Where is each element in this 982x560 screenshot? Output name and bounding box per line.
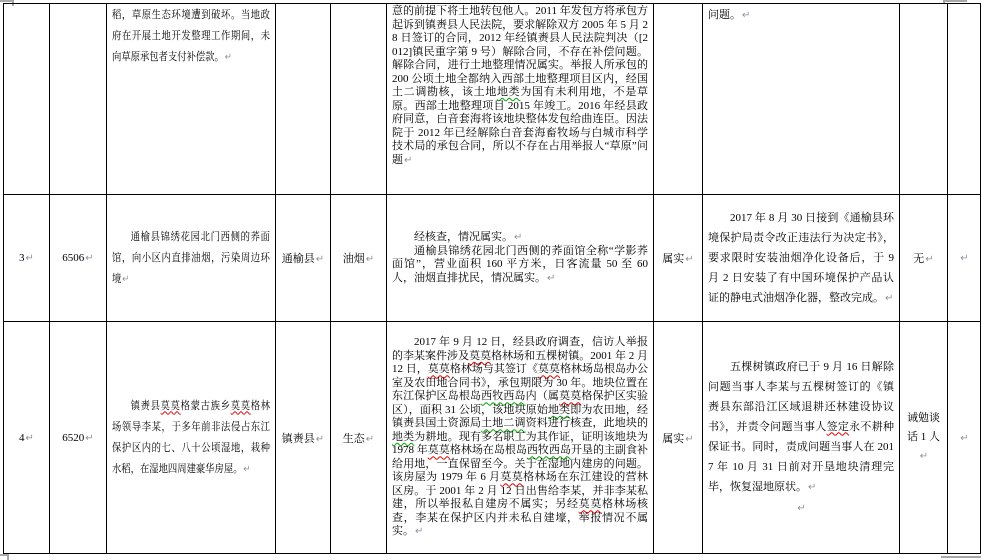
spellcheck-green: 西牧西岛	[526, 444, 571, 457]
paragraph: 无↵	[913, 253, 934, 265]
paragraph-mark-icon: ↵	[797, 502, 806, 514]
paragraph: 3↵	[19, 252, 34, 264]
paragraph: 通榆县锦绣花园北门西侧的荞面馆，向小区内直排油烟，污染周边环境↵	[112, 230, 271, 285]
paragraph-mark-icon: ↵	[315, 254, 325, 265]
paragraph-mark-icon: ↵	[885, 292, 894, 304]
cell-case-number[interactable]	[50, 4, 107, 195]
cell-pollution-type[interactable]	[331, 322, 387, 554]
paragraph-mark-icon: ↵	[925, 254, 934, 265]
cell-complaint[interactable]	[107, 4, 276, 195]
paragraph-mark-icon: ↵	[315, 433, 325, 445]
paragraph-mark-icon: ↵	[919, 451, 929, 462]
cell-verified-status[interactable]	[654, 4, 703, 195]
table-row	[4, 195, 981, 322]
paragraph: 6520↵	[62, 431, 94, 444]
table-row	[4, 322, 981, 554]
cell-county[interactable]	[276, 195, 331, 322]
cell-county[interactable]	[276, 322, 331, 554]
spellcheck-red: 莫莫	[578, 498, 603, 511]
cell-complaint[interactable]	[107, 195, 276, 322]
paragraph-mark-icon: ↵	[85, 432, 94, 444]
paragraph: 属实↵	[662, 253, 694, 265]
spellcheck-red: 莫莫	[559, 390, 582, 403]
paragraph	[708, 498, 894, 519]
cell-seq[interactable]	[4, 322, 50, 554]
cell-verified-status[interactable]	[654, 322, 703, 554]
cell-remark[interactable]	[948, 322, 981, 554]
cell-handling[interactable]	[703, 4, 900, 195]
paragraph-mark-icon: ↵	[808, 481, 817, 493]
paragraph-mark-icon: ↵	[547, 272, 556, 284]
paragraph: 经核查，情况属实。↵	[414, 231, 523, 243]
paragraph	[953, 432, 975, 444]
paragraph-mark-icon: ↵	[85, 253, 94, 264]
spellcheck-red: 莫莫	[500, 471, 524, 484]
paragraph: 2017 年 8 月 30 日接到《通榆县环境保护局责令改正违法行为决定书》，要求限时安装油烟净化设备后，于 9 月 2 日安装了有中国环境保护产品认证的静电式油烟净化器，整改完成。↵	[708, 211, 894, 304]
paragraph-mark-icon: ↵	[404, 154, 413, 166]
cell-accountability[interactable]	[900, 195, 948, 322]
cell-pollution-type[interactable]	[331, 4, 387, 195]
case-table	[3, 3, 981, 554]
spellcheck-red: 签定	[826, 420, 850, 433]
paragraph-mark-icon: ↵	[514, 232, 523, 243]
paragraph-mark-icon: ↵	[122, 273, 130, 285]
paragraph: 通榆县↵	[281, 253, 325, 265]
cell-remark[interactable]	[948, 4, 981, 195]
paragraph: 2017 年 9 月 12 日，经县政府调查，信访人举报的李某案件涉及莫莫格林场和五棵树镇。2001 年 2 月 12 日，莫莫格林场与其签订《莫莫格林场岛根岛办公室及农田地合同书》，承包期限为 30 年。地块位置在东江保护区岛根岛西牧西岛内（属莫莫格保护区实验区），面积 31 公顷，该地块原始地类即为农田地，经镇赉县国土资源局土地二调资料进行核查，此地块的地类为耕地。现有多名职工为其作证，证明该地块为 1978 年莫莫格林场在岛根岛西牧西岛开垦的主副食补给用地，一直保留至今。关于在湿地内建房的问题。该房屋为 1979 年 6 月莫莫格林场在东江建设的营林区房。于 2001 年 2 月 12 日出售给李某，并非李某私建，所以举报私自建房不属实；另经莫莫格林场核查，李某在保护区内并未私自建壕，举报情况不属实。↵	[392, 336, 649, 538]
paragraph: 镇赉县↵	[281, 432, 325, 445]
cell-complaint[interactable]	[107, 322, 276, 554]
paragraph-mark-icon: ↵	[415, 526, 424, 538]
cell-case-number[interactable]	[50, 195, 107, 322]
paragraph: 稻，草原生态环境遭到破坏。当地政府在开展土地开发整理工作期间，未向草原承包者支付补偿款。↵	[112, 9, 271, 63]
paragraph-mark-icon: ↵	[25, 253, 34, 264]
spellcheck-green: 西牧西岛	[481, 390, 526, 403]
cell-accountability[interactable]	[900, 4, 948, 195]
cell-accountability[interactable]	[900, 322, 948, 554]
paragraph-mark-icon: ↵	[742, 10, 751, 21]
cell-verified-status[interactable]	[654, 195, 703, 322]
spellcheck-red: 莫莫	[469, 349, 492, 362]
cell-county[interactable]	[276, 4, 331, 195]
paragraph-mark-icon: ↵	[365, 433, 375, 445]
cell-seq[interactable]	[4, 195, 50, 322]
paragraph: 油烟↵	[342, 253, 375, 265]
spellcheck-red: 莫莫	[427, 444, 450, 457]
spellcheck-red: 莫莫	[160, 399, 181, 412]
paragraph: 4↵	[19, 431, 34, 444]
cell-handling[interactable]	[703, 195, 900, 322]
paragraph-mark-icon: ↵	[365, 254, 375, 265]
cell-remark[interactable]	[948, 195, 981, 322]
cell-handling[interactable]	[703, 322, 900, 554]
paragraph: 意的前提下将土地转包他人。2011 年发包方将承包方起诉到镇赉县人民法院，要求解除双方 2005 年 5 月 28 日签订的合同，2012 年经镇赉县人民法院判决（[2012]镇民重字第 9 号）解除合同，不存在补偿问题。解除合同，进行土地整理情况属实。举报人所承包的 200 公顷土地全都纳入西部土地整理项目区内，经国土二调勘核，该土地地类为国有未利用地，不是草原。西部土地整理项目 2015 年竣工。2016 年经县政府同意，白音套海将该地块整体发包给曲连臣。因法院于 2012 年已经解除白音套海畜牧场与白城市科学技术局的承包合同，所以不存在占用举报人“草原”问题↵	[392, 5, 649, 166]
spellcheck-green: 地类	[547, 403, 571, 416]
spellcheck-red: 莫莫	[427, 363, 450, 376]
paragraph: 镇赉县莫莫格蒙古族乡莫莫格林场领导李某，于多年前非法侵占东江保护区内的七、八十公顷湿地，栽种水稻，在湿地四周建豪华房屋。↵	[112, 399, 271, 475]
paragraph: 6506↵	[62, 252, 94, 264]
paragraph: 问题。↵	[708, 9, 751, 21]
spellcheck-green: 土地二调	[481, 417, 526, 430]
paragraph: 生态↵	[342, 432, 375, 445]
paragraph: 诫勉谈话 1 人↵	[907, 412, 940, 462]
paragraph-mark-icon: ↵	[243, 463, 251, 475]
spellcheck-red: 莫莫	[230, 399, 251, 412]
paragraph-mark-icon: ↵	[685, 254, 694, 265]
cell-investigation[interactable]	[387, 322, 654, 554]
table-resize-handle[interactable]	[941, 556, 981, 560]
paragraph-mark-icon: ↵	[960, 432, 969, 444]
cell-pollution-type[interactable]	[331, 195, 387, 322]
paragraph-mark-icon: ↵	[224, 52, 232, 63]
paragraph-mark-icon: ↵	[960, 253, 969, 264]
paragraph: 属实↵	[662, 432, 694, 445]
paragraph	[953, 252, 975, 264]
cell-investigation[interactable]	[387, 195, 654, 322]
text-boundary-mark-bottom-left	[0, 553, 10, 560]
spellcheck-green: 地类	[497, 86, 521, 98]
spellcheck-green: 地类	[392, 430, 415, 443]
paragraph-mark-icon: ↵	[25, 432, 34, 444]
cell-investigation[interactable]	[387, 4, 654, 195]
paragraph: 通榆县锦绣花园北门西侧的荞面馆全称“学影荞面馆”，营业面积 160 平方米，日客流量 50 至 60 人，油烟直排扰民，情况属实。↵	[392, 244, 648, 284]
cell-seq[interactable]	[4, 4, 50, 195]
cell-case-number[interactable]	[50, 322, 107, 554]
paragraph-mark-icon: ↵	[685, 433, 694, 445]
paragraph: 五棵树镇政府已于 9 月 16 日解除问题当事人李某与五棵树签订的《镇赉县东部沿江区域退耕还林建设协议书》，并责令问题当事人签定永不耕种保证书。同时，责成问题当事人在 2017 年 10 月 31 日前对开垦地块清理完毕，恢复湿地原状。↵	[708, 360, 894, 493]
table-row	[4, 4, 981, 195]
spellcheck-red: 莫莫	[537, 363, 560, 376]
